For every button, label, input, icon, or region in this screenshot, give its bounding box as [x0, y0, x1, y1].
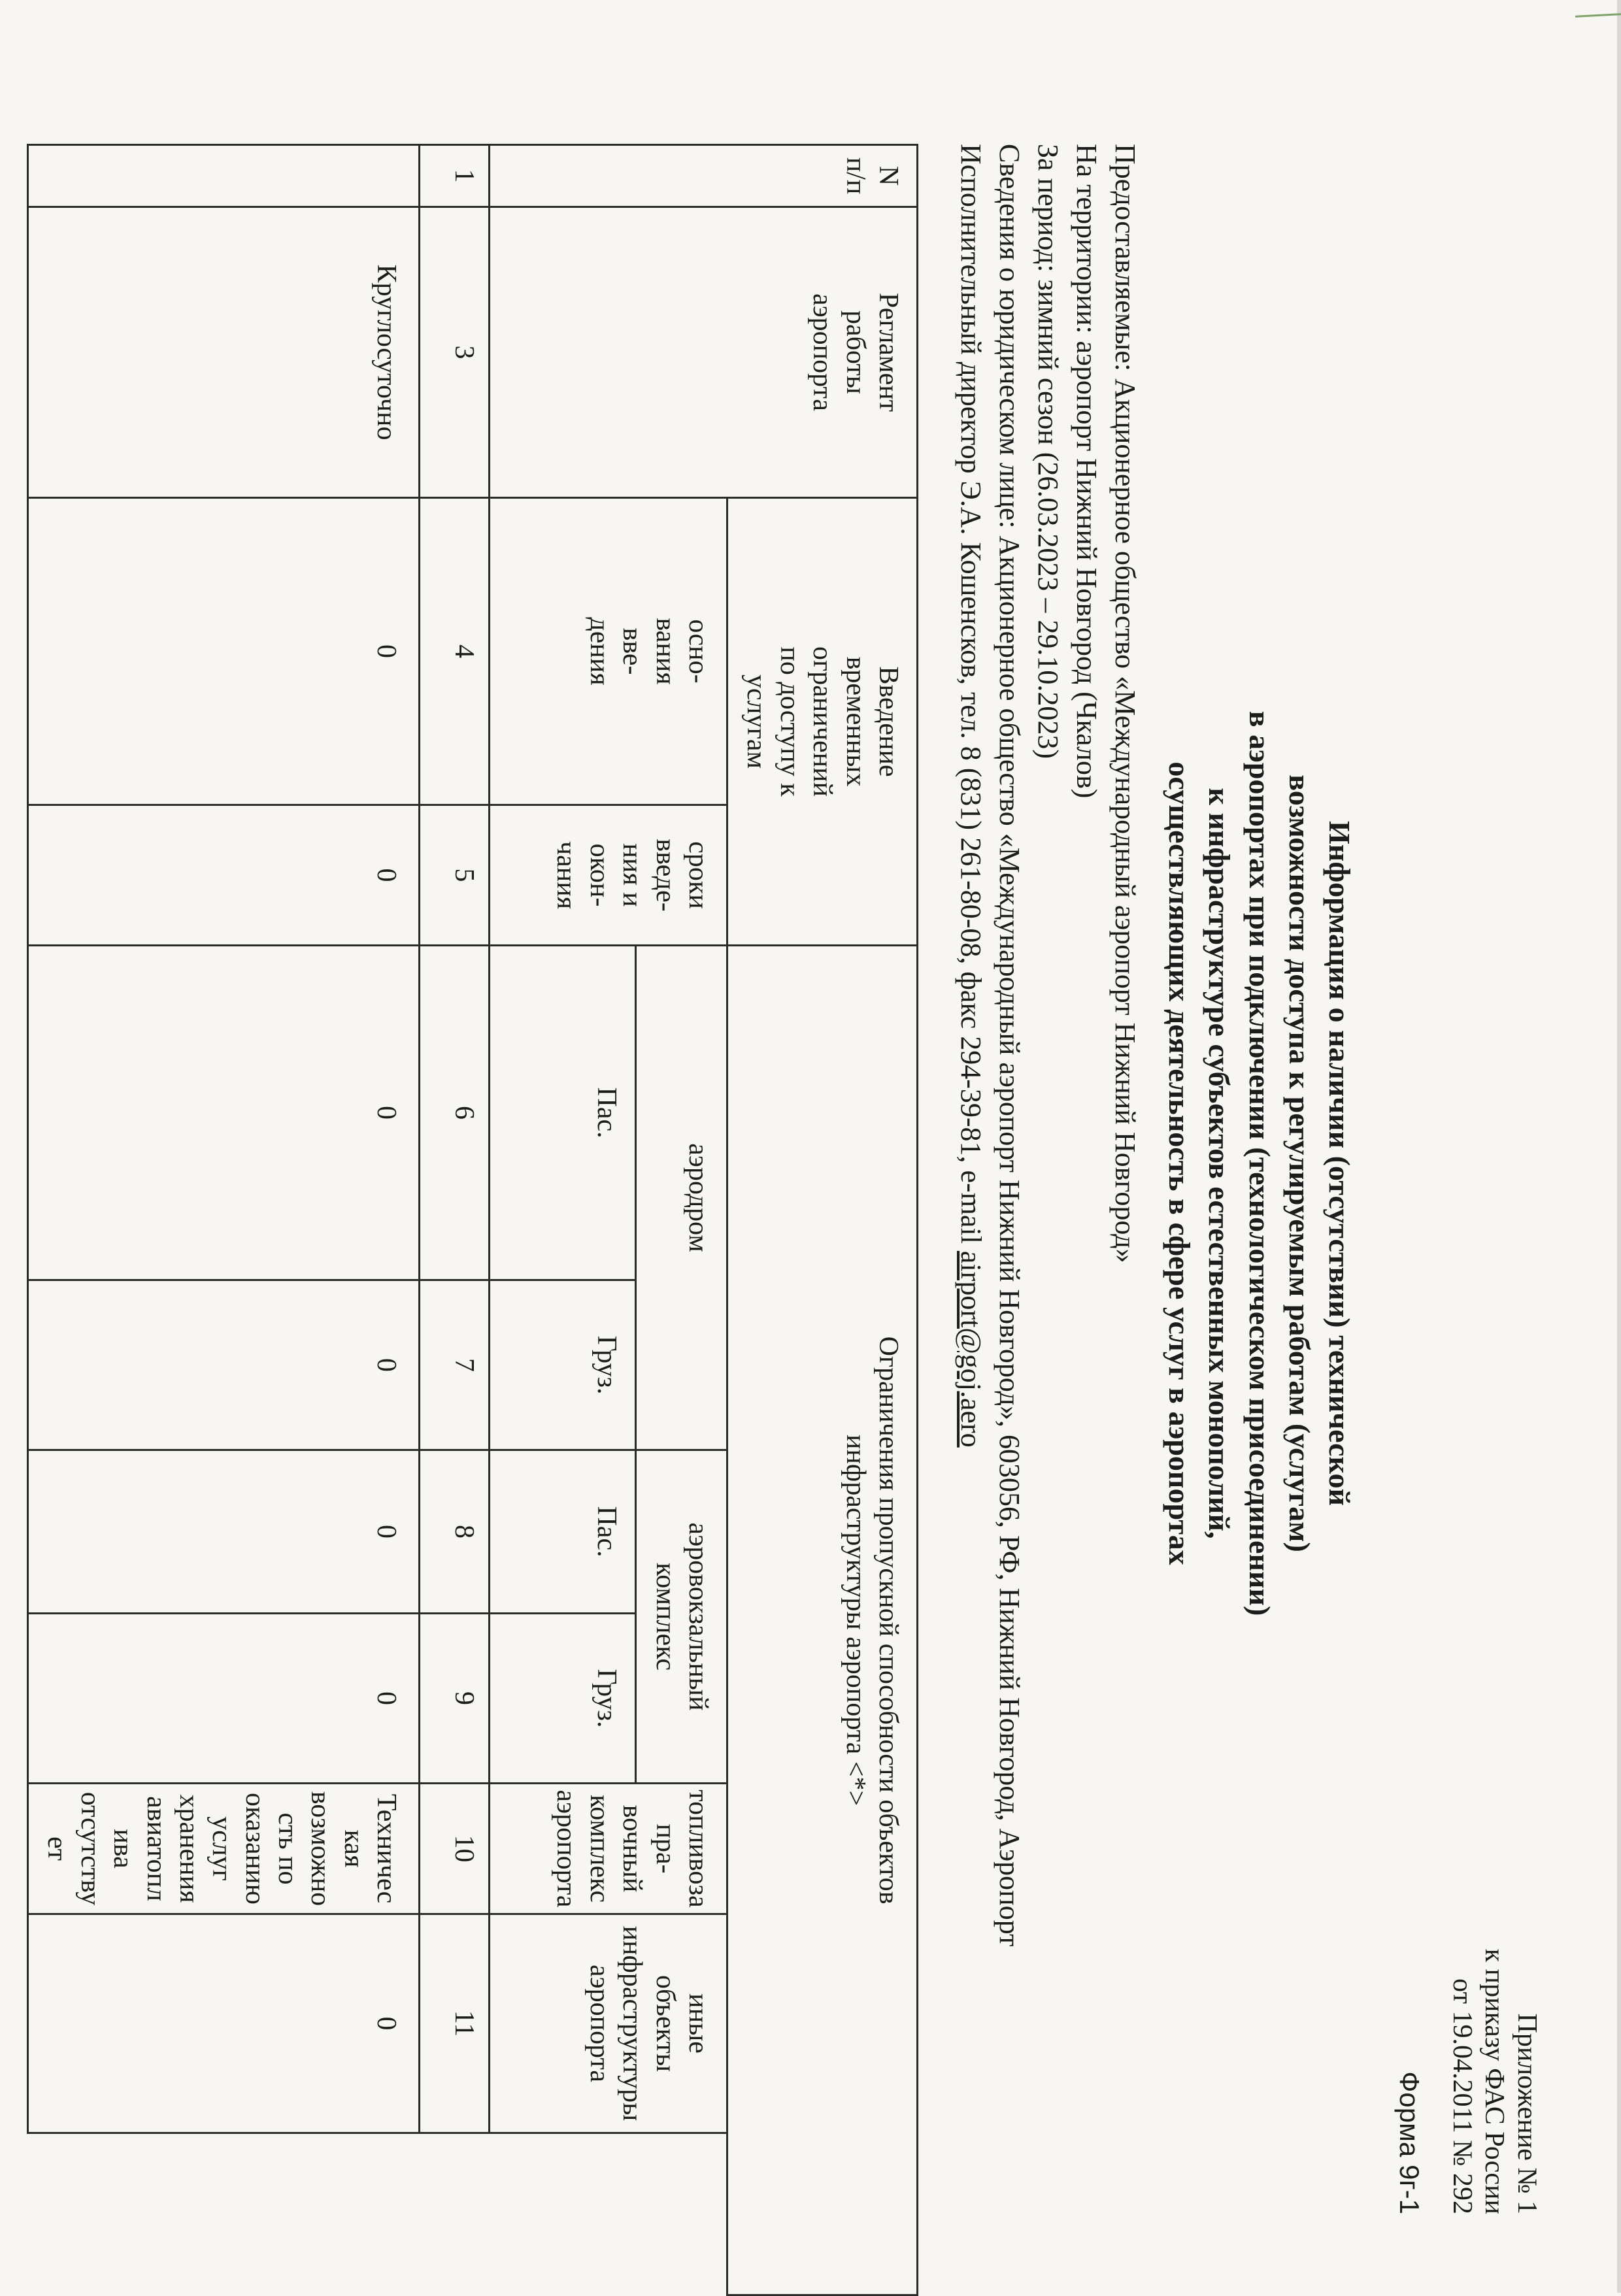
column-number: 10 — [420, 1784, 490, 1914]
header-osnovaniya: осно- вания вве- дения — [490, 498, 727, 805]
restrictions-table — [27, 144, 918, 2296]
header-ogranicheniya: Ограничения пропускной способности объектов инфраструктуры аэропорта <*> — [727, 946, 918, 2295]
table-header-row — [727, 145, 918, 2295]
column-number: 8 — [420, 1450, 490, 1614]
header-aerodrom: аэродром — [636, 946, 727, 1450]
header-vvedenie: Введение временных ограничений по доступу к услугам — [727, 498, 918, 946]
column-number: 3 — [420, 207, 490, 498]
header-aerovokzal-pas: Пас. — [490, 1450, 636, 1614]
header-aerodrom-gruz: Груз. — [490, 1280, 636, 1450]
cell-inye: 0 — [27, 1914, 419, 2133]
provider-line: Предоставляемые: Акционерное общество «Международный аэропорт Нижний Новгород» — [1109, 144, 1141, 1263]
title-line: возможности доступа к регулируемым работам (услугам) — [1282, 774, 1316, 1552]
appendix-line: от 19.04.2011 № 292 — [1446, 1978, 1477, 2214]
column-number: 7 — [420, 1280, 490, 1450]
document-title — [1160, 444, 1360, 1882]
cell-aerodrom-gruz: 0 — [27, 1280, 419, 1450]
column-number: 6 — [420, 946, 490, 1280]
email-link[interactable]: airport@goj.aero — [955, 1250, 988, 1448]
period-line: За период: зимний сезон (26.03.2023 – 29.10.2023) — [1032, 144, 1065, 759]
column-number: 1 — [420, 145, 490, 207]
cell-sroki: 0 — [27, 805, 419, 946]
appendix-line: к приказу ФАС России — [1479, 1948, 1510, 2214]
header-reglament: Регламент работы аэропорта — [490, 207, 918, 498]
appendix-block — [1445, 1949, 1543, 2214]
entity-line: Сведения о юридическом лице: Акционерное общество «Международный аэропорт Нижний Новгород», 603056, РФ, Нижний Новгород, Аэропорт — [994, 144, 1026, 1947]
header-aerodrom-pas: Пас. — [490, 946, 636, 1280]
title-line: к инфраструктуре субъектов естественных монополий, — [1203, 788, 1237, 1539]
cell-osnovaniya: 0 — [27, 498, 419, 805]
table-row — [27, 145, 419, 2295]
header-n: N п/п — [490, 145, 918, 207]
appendix-line: Приложение № 1 — [1512, 2013, 1542, 2214]
title-line: в аэропортах при подключении (технологическом присоединении) — [1243, 710, 1277, 1616]
territory-line: На территории: аэропорт Нижний Новгород (Чкалов) — [1071, 144, 1103, 799]
cell-aerovokzal-gruz: 0 — [27, 1614, 419, 1784]
column-number: 5 — [420, 805, 490, 946]
director-line — [951, 144, 990, 2235]
cell-toplivo: Техническая возможность по оказанию услуг хранения авиатоплива отсутствует — [27, 1784, 419, 1914]
info-block — [951, 144, 1144, 2235]
title-line: Информация о наличии (отсутствии) технической — [1323, 821, 1356, 1506]
column-number: 11 — [420, 1914, 490, 2133]
header-sroki: сроки введе- ния и окон- чания — [490, 805, 727, 946]
cell-n — [27, 145, 419, 207]
column-number-row — [420, 145, 490, 2295]
cell-reglament: Круглосуточно — [27, 207, 419, 498]
header-toplivo: топливозапра- вочный комплекс аэропорта — [490, 1784, 727, 1914]
cell-aerovokzal-pas: 0 — [27, 1450, 419, 1614]
column-number: 9 — [420, 1614, 490, 1784]
cell-aerodrom-pas: 0 — [27, 946, 419, 1280]
form-number: Форма 9г-1 — [1394, 2071, 1425, 2214]
header-aerovokzal-gruz: Груз. — [490, 1614, 636, 1784]
title-line: осуществляющих деятельность в сфере услуг в аэропортах — [1163, 761, 1197, 1565]
director-text: Исполнительный директор Э.А. Кошенсков, тел. 8 (831) 261-80-08, факс 294-39-81, e-mail — [955, 144, 988, 1251]
header-aerovokzal: аэровокзальный комплекс — [636, 1450, 727, 1784]
header-inye: иные объекты инфраструктуры аэропорта — [490, 1914, 727, 2133]
column-number: 4 — [420, 498, 490, 805]
